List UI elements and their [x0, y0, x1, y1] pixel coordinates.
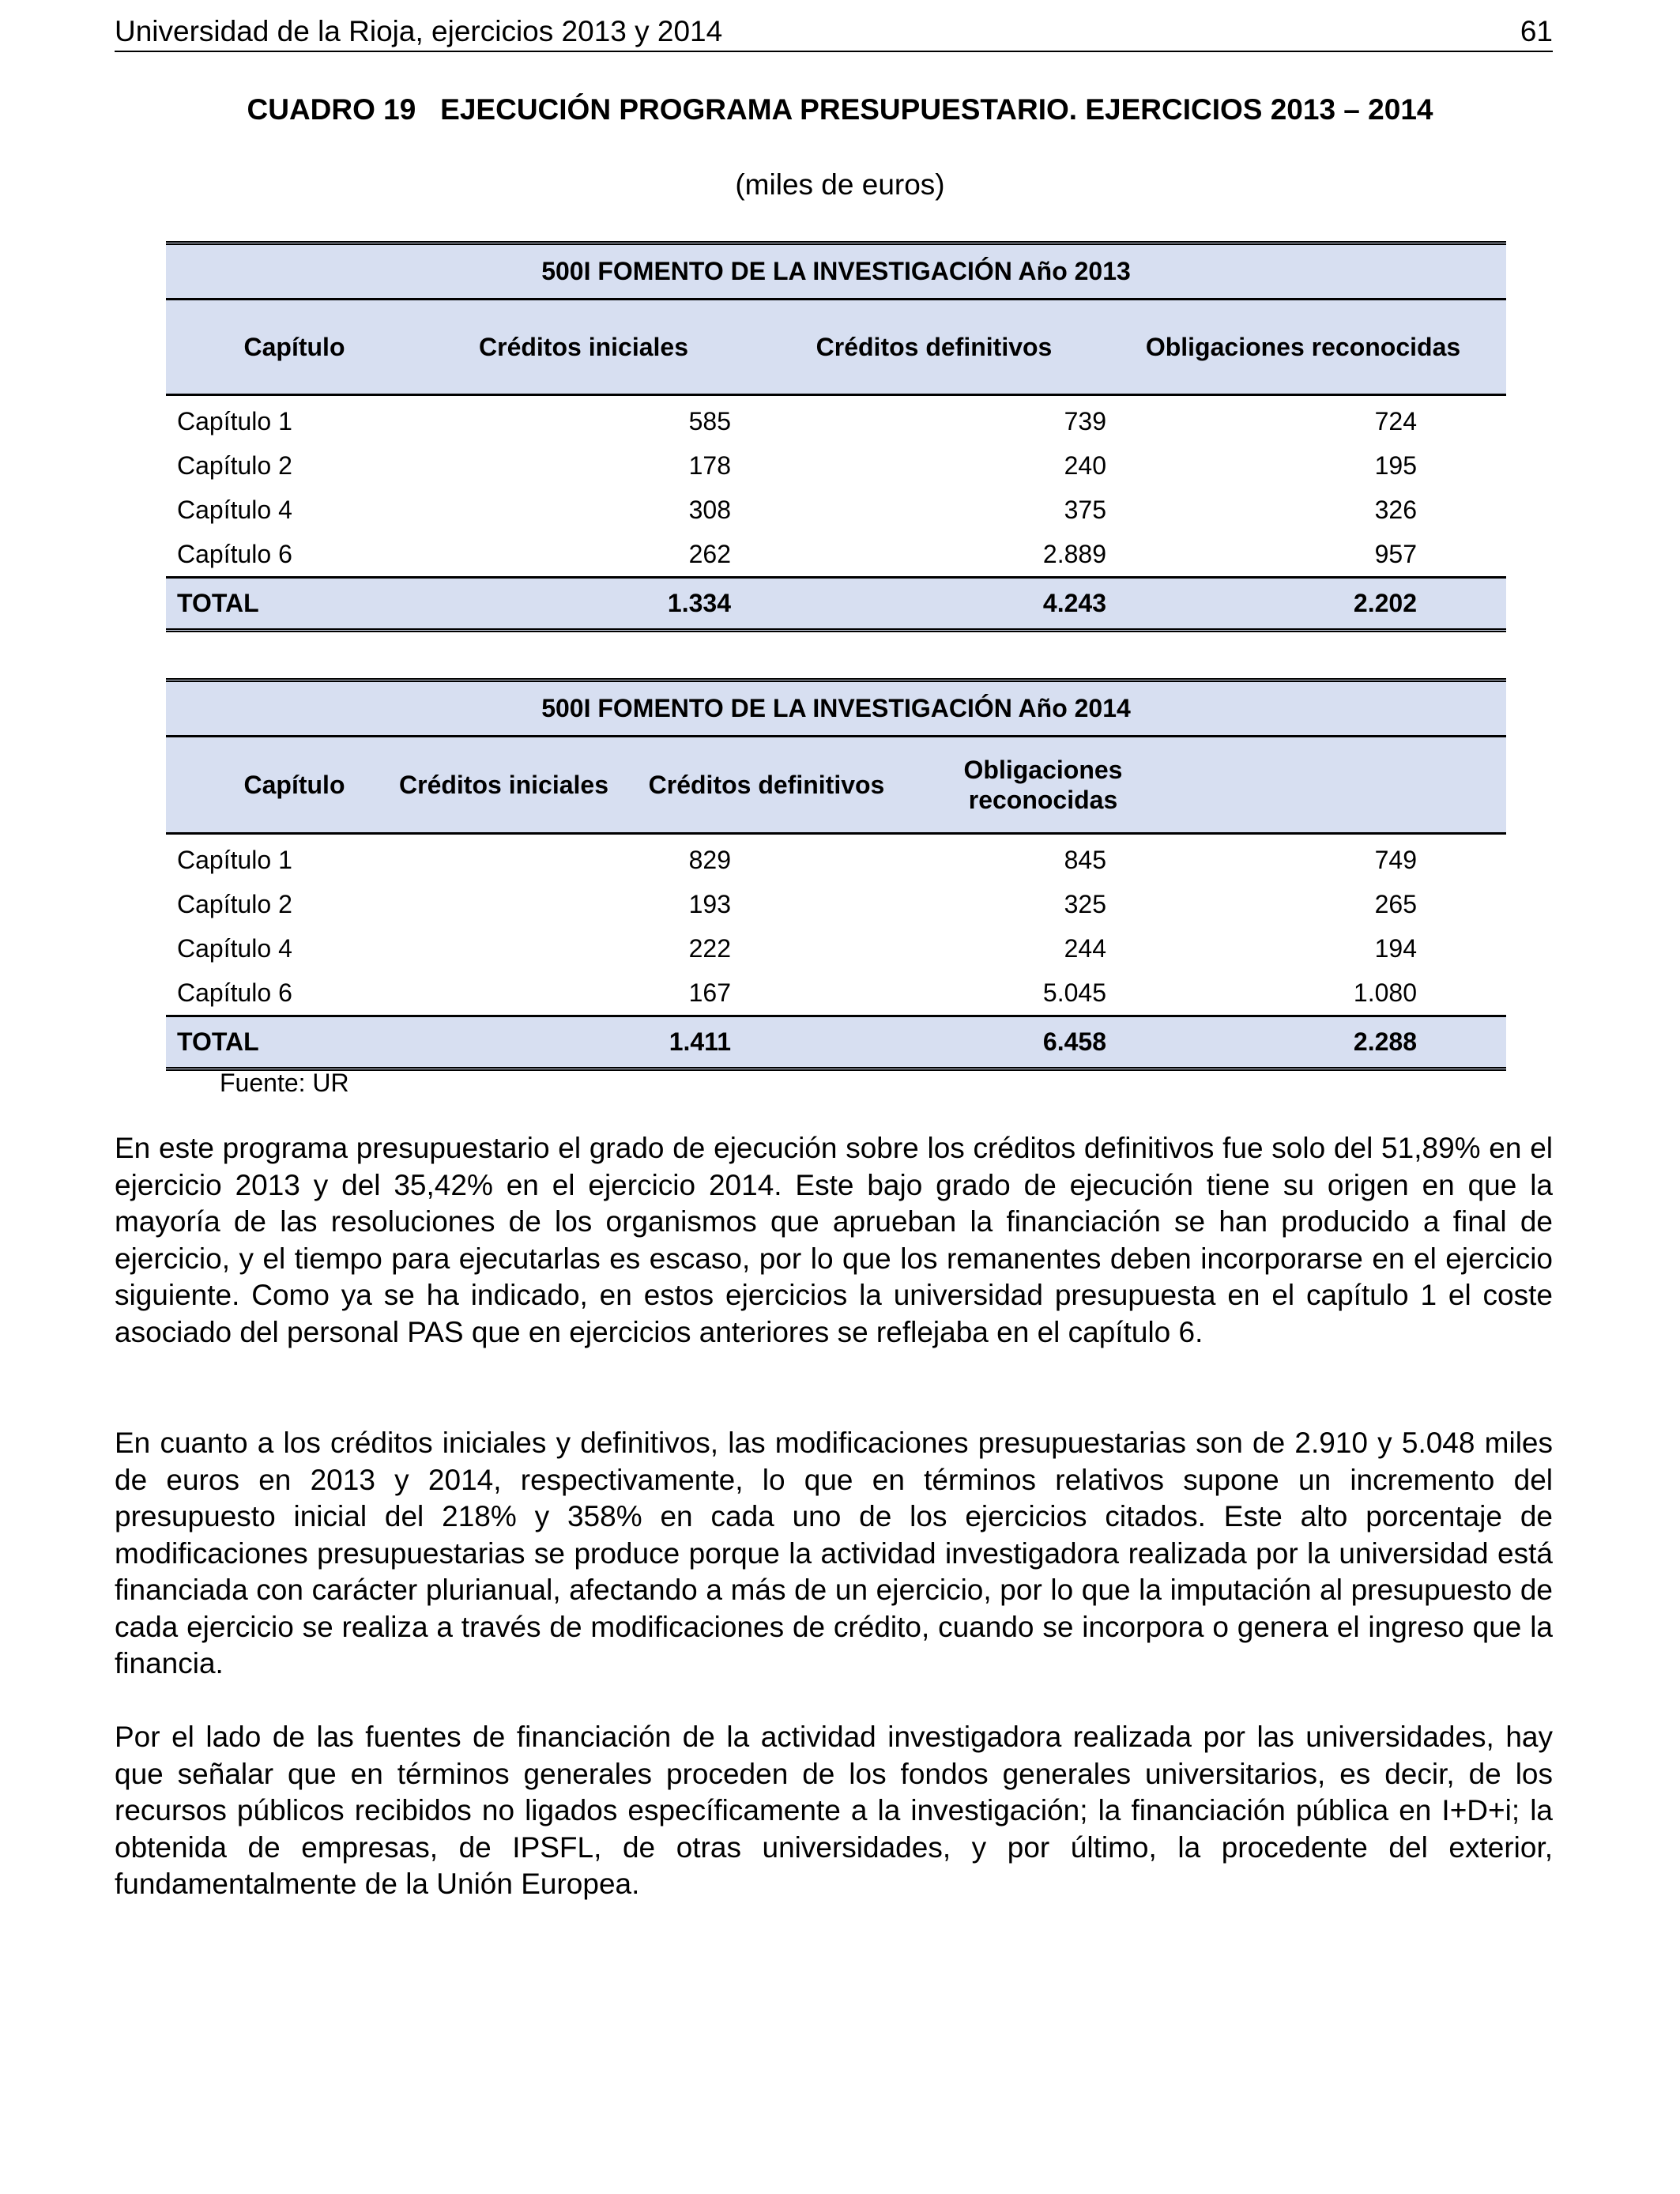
cell: 265	[1374, 889, 1417, 918]
body-paragraph: En cuanto a los créditos iniciales y definitivos, las modificaciones presupuestarias son de 2.910 y 5.048 miles de euros en 2013 y 2014, respectivamente, lo que en términos relativos supone un incremento del presupuesto inicial del 218% y 358% en cada uno de los ejercicios citados. Este alto porcentaje de modificaciones presupuestarias se produce porque la actividad investigadora realizada por la universidad está financiada con carácter plurianual, afectando a más de un ejercicio, por lo que la imputación al presupuesto de cada ejercicio se realiza a través de modificaciones de crédito, cuando se incorpora o genera el ingreso que la financia.	[115, 1427, 1553, 1679]
cell: 1.411	[669, 1027, 731, 1056]
cell: Capítulo 6	[177, 978, 292, 1007]
cell: 325	[1064, 889, 1106, 918]
cell: 845	[1064, 845, 1106, 874]
cell: Capítulo 1	[177, 845, 292, 874]
cell: 262	[688, 539, 731, 568]
cell: 1.080	[1353, 978, 1417, 1007]
cell: 167	[688, 978, 731, 1007]
cell: 2.889	[1042, 539, 1106, 568]
budget-table-2014	[166, 678, 1506, 1071]
cell: 2.288	[1353, 1027, 1417, 1056]
cell: 222	[688, 933, 731, 963]
column-header-creditos-definitivos: Créditos definitivos	[648, 771, 885, 799]
cell: Capítulo 6	[177, 539, 292, 568]
table-row	[166, 399, 1506, 443]
total-row	[166, 576, 1506, 632]
table-row	[166, 838, 1506, 882]
column-header-capitulo: Capítulo	[243, 332, 345, 361]
table-row	[166, 532, 1506, 576]
cell: Capítulo 4	[177, 495, 292, 524]
cell: 585	[688, 406, 731, 435]
cell: 4.243	[1042, 589, 1106, 617]
table-header-row	[166, 300, 1506, 396]
cell: 194	[1374, 933, 1417, 963]
column-header-obligaciones: Obligaciones reconocidas	[1145, 332, 1461, 361]
table-header-row	[166, 737, 1506, 835]
body-paragraph: Por el lado de las fuentes de financiación de la actividad investigadora realizada por las universidades, hay que señalar que en términos generales proceden de los fondos generales universitarios, es decir, de los recursos públicos recibidos no ligados específicamente a la investigación; la financiación pública en I+D+i; la obtenida de empresas, de IPSFL, de otras universidades, y por último, la procedente del exterior, fundamentalmente de la Unión Europea.	[115, 1721, 1553, 1900]
cell: Capítulo 2	[177, 450, 292, 480]
cell: TOTAL	[177, 589, 259, 617]
source-note: Fuente: UR	[220, 1069, 349, 1097]
cell: Capítulo 1	[177, 406, 292, 435]
cell: 2.202	[1353, 589, 1417, 617]
cell: 326	[1374, 495, 1417, 524]
cell: Capítulo 4	[177, 933, 292, 963]
running-header: Universidad de la Rioja, ejercicios 2013 y 2014	[115, 15, 723, 47]
column-header-creditos-iniciales: Créditos iniciales	[399, 770, 608, 799]
column-header-creditos-iniciales: Créditos iniciales	[479, 332, 688, 361]
table-row	[166, 882, 1506, 926]
column-header-capitulo: Capítulo	[243, 770, 345, 799]
cell: 5.045	[1042, 978, 1106, 1007]
table-title: 500I FOMENTO DE LA INVESTIGACIÓN Año 2013	[166, 241, 1506, 300]
table-row	[166, 971, 1506, 1015]
cell: 829	[688, 845, 731, 874]
column-header-obligaciones: Obligaciones reconocidas	[963, 756, 1123, 814]
cell: 739	[1064, 406, 1106, 435]
table-row	[166, 488, 1506, 532]
units-note: (miles de euros)	[735, 168, 945, 201]
total-row	[166, 1015, 1506, 1071]
cell: 193	[688, 889, 731, 918]
column-header-creditos-definitivos: Créditos definitivos	[816, 332, 1053, 361]
table-caption: CUADRO 19 EJECUCIÓN PROGRAMA PRESUPUESTARIO. EJERCICIOS 2013 – 2014	[247, 93, 1433, 126]
cell: 1.334	[667, 589, 731, 617]
cell: TOTAL	[177, 1027, 259, 1056]
body-paragraph: En este programa presupuestario el grado de ejecución sobre los créditos definitivos fue solo del 51,89% en el ejercicio 2013 y del 35,42% en el ejercicio 2014. Este bajo grado de ejecución tiene su origen en que la mayoría de las resoluciones de los organismos que aprueban la financiación se han producido a final de ejercicio, y el tiempo para ejecutarlas es escaso, por lo que los remanentes deben incorporarse en el ejercicio siguiente. Como ya se ha indicado, en estos ejercicios la universidad presupuesta en el capítulo 1 el coste asociado del personal PAS que en ejercicios anteriores se reflejaba en el capítulo 6.	[115, 1132, 1553, 1348]
table-row	[166, 443, 1506, 488]
page-header	[115, 11, 1553, 52]
cell: 195	[1374, 450, 1417, 480]
cell: 375	[1064, 495, 1106, 524]
cell: 244	[1064, 933, 1106, 963]
budget-table-2013	[166, 241, 1506, 632]
cell: 957	[1374, 539, 1417, 568]
page-number: 61	[1520, 15, 1553, 47]
table-title: 500I FOMENTO DE LA INVESTIGACIÓN Año 2014	[166, 678, 1506, 737]
cell: Capítulo 2	[177, 889, 292, 918]
cell: 6.458	[1042, 1027, 1106, 1056]
cell: 240	[1064, 450, 1106, 480]
cell: 308	[688, 495, 731, 524]
table-row	[166, 926, 1506, 971]
cell: 724	[1374, 406, 1417, 435]
cell: 178	[688, 450, 731, 480]
cell: 749	[1374, 845, 1417, 874]
